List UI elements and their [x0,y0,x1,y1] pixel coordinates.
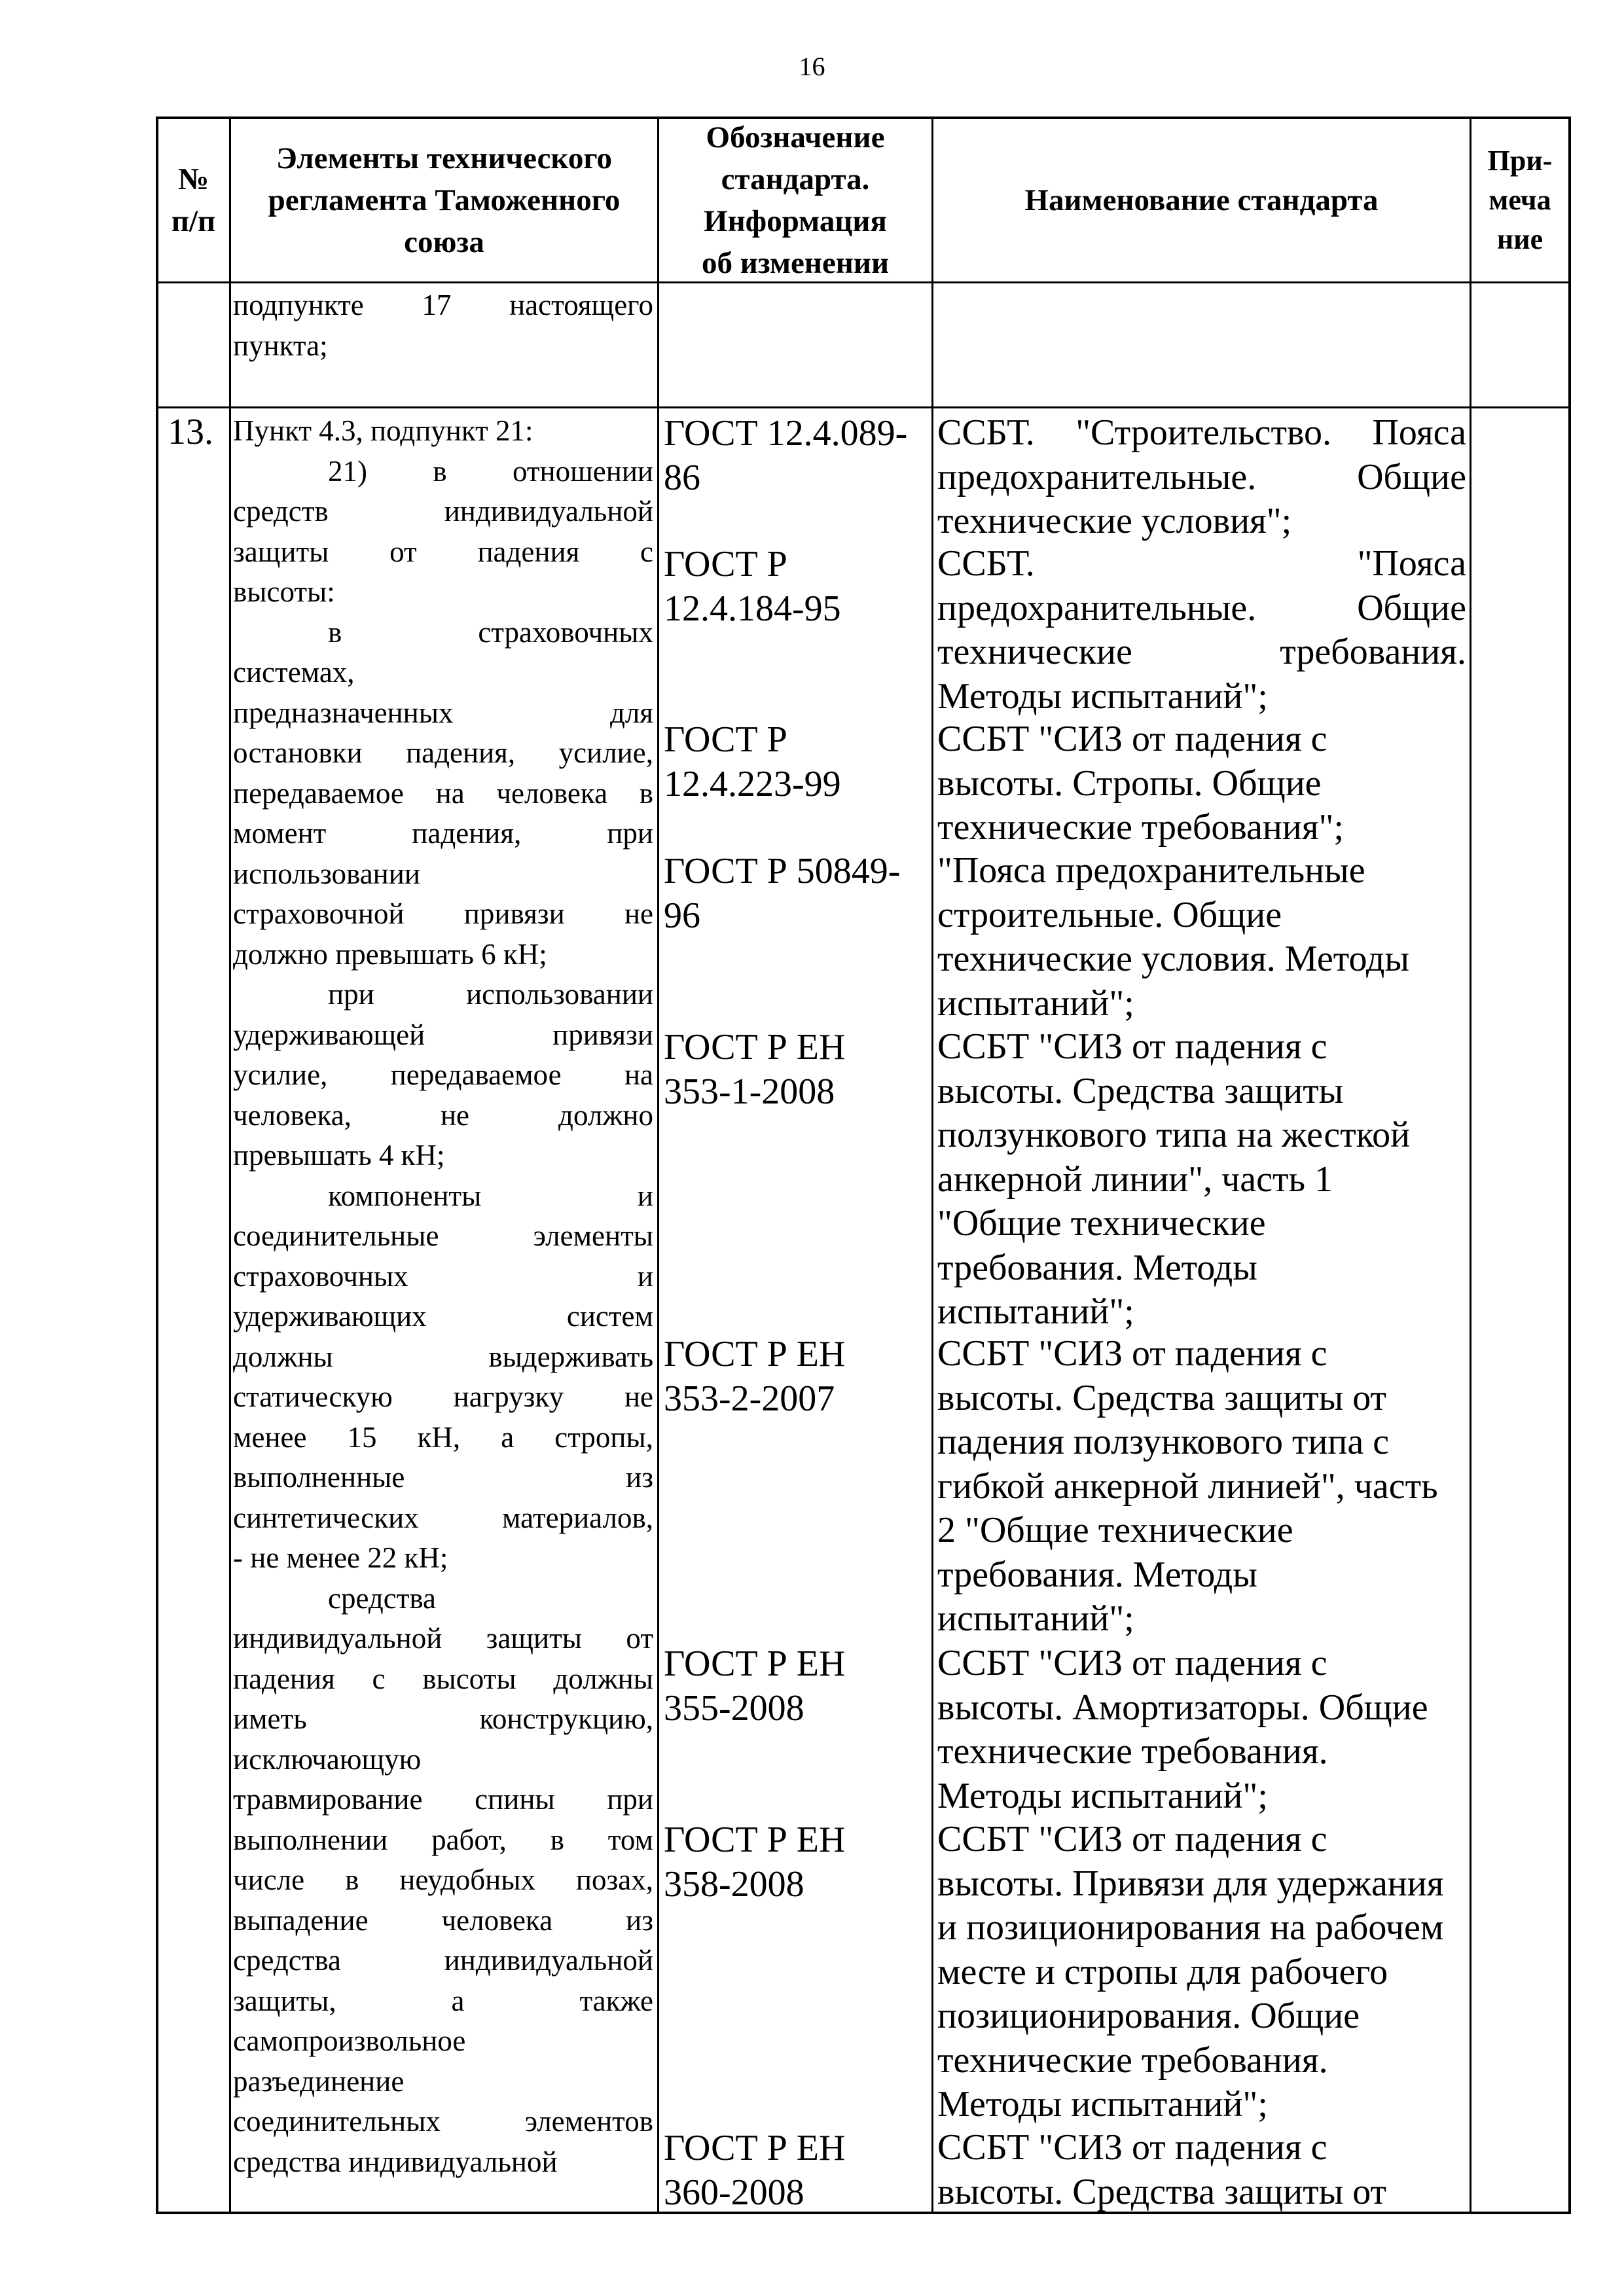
standard-name-line: ССБТ. "Строительство. Пояса [937,412,1466,453]
standard-name-line: ССБТ. "Пояса [937,543,1466,584]
standard-name-line: Методы испытаний"; [937,2084,1268,2125]
standard-name [937,1332,1466,1641]
standard-name-line: испытаний"; [937,982,1134,1024]
standard-code-line: 355-2008 [664,1688,804,1729]
standard-name-line: технические требования. [937,1731,1328,1772]
standard-name-line: "Пояса предохранительные [937,850,1365,891]
standard-name-line: предохранительные. Общие [937,456,1466,497]
text-line: подпункте 17 настоящего [233,289,653,321]
standard-name-line: высоты. Средства защиты [937,1070,1344,1111]
standard-name-line: ССБТ "СИЗ от падения с [937,1643,1327,1683]
text-line: средства индивидуальной [233,1944,653,1977]
standard-name [937,849,1466,1026]
text-line: пункта; [233,329,328,362]
standard-name-line: ССБТ "СИЗ от падения с [937,1026,1327,1067]
standard-code-line: ГОСТ Р ЕН [664,1334,846,1374]
standard-code-line: ГОСТ Р ЕН [664,2128,846,2168]
standard-code-line: ГОСТ Р [664,719,787,760]
standard-name-line: высоты. Средства защиты от [937,2171,1387,2212]
page-number: 16 [799,52,825,81]
standard-name [937,717,1466,850]
standard-name [937,1641,1466,1818]
row-divider [156,406,1571,408]
header-col-designation: Обозначение стандарта. Информация об изменении [701,120,890,280]
text-line: синтетических материалов, [233,1501,653,1534]
text-line: защиты, а также [233,1984,653,2017]
column-divider [931,117,933,2214]
standard-name-line: требования. Методы [937,1247,1257,1288]
standard-code-line: 353-1-2008 [664,1071,835,1112]
text-line: удерживающих систем [233,1300,653,1333]
standard-code-line: ГОСТ Р 50849- [664,851,901,891]
standard-name-line: испытаний"; [937,1598,1134,1639]
standard-name-line: технические требования. [937,632,1466,672]
standard-name-line: ползункового типа на жесткой [937,1115,1411,1155]
standard-code [664,717,841,806]
text-line: соединительные элементы [233,1219,653,1252]
text-line: при использовании [328,978,653,1011]
standard-name-line: высоты. Средства защиты от [937,1377,1387,1418]
text-line: должно превышать 6 кН; [233,937,547,971]
header-col-note: При- меча ние [1487,145,1553,255]
standard-name-line: Методы испытаний"; [937,1775,1268,1816]
text-line: использовании [233,857,420,890]
text-line: остановки падения, усилие, [233,736,653,769]
standard-code-line: 86 [664,457,700,498]
standard-name-line: ССБТ "СИЗ от падения с [937,2127,1327,2168]
text-line: числе в неудобных позах, [233,1863,653,1896]
text-line: момент падения, при [233,817,653,850]
text-line: компоненты и [328,1179,653,1212]
text-line: страховочной привязи не [233,897,653,930]
standard-code [664,849,900,938]
text-line: человека, не должно [233,1098,653,1132]
standard-code-line: ГОСТ Р ЕН [664,1027,846,1067]
standard-name-line: высоты. Амортизаторы. Общие [937,1687,1428,1728]
standard-code-line: 353-2-2007 [664,1378,835,1419]
standard-code [664,2126,845,2215]
standard-name-line: технические требования"; [937,807,1344,848]
standard-name-line: анкерной линии", часть 1 [937,1158,1333,1200]
text-line: удерживающей привязи [233,1018,653,1051]
text-line: выполненные из [233,1461,653,1494]
text-line: менее 15 кН, а стропы, [233,1420,653,1454]
standard-name-line: высоты. Стропы. Общие [937,762,1322,804]
standard-name-line: испытаний"; [937,1291,1134,1332]
row13-elements-cell [233,411,653,2182]
text-line: статическую нагрузку не [233,1380,653,1413]
text-line: усилие, передаваемое на [233,1058,653,1091]
text-line: должны выдерживать [233,1340,653,1373]
standard-name-line: технические условия"; [937,501,1292,541]
standard-code [664,1332,845,1421]
standard-code-line: ГОСТ Р [664,544,787,584]
standard-code-line: 358-2008 [664,1864,804,1905]
text-line: - не менее 22 кН; [233,1541,448,1574]
standard-name-line: месте и стропы для рабочего [937,1951,1388,1992]
header-col-number: № п/п [171,162,216,238]
standard-name-line: ССБТ "СИЗ от падения с [937,719,1327,759]
text-line: иметь конструкцию, [233,1702,653,1735]
standard-name-line: гибкой анкерной линией", часть [937,1465,1438,1507]
text-line: средства индивидуальной [233,2145,558,2178]
standard-code-line: ГОСТ 12.4.089- [664,413,908,454]
standard-name-line: предохранительные. Общие [937,587,1466,628]
standard-code [664,411,907,500]
standard-name-line: технические требования. [937,2039,1328,2081]
row-number: 13. [168,412,213,452]
text-line: высоты: [233,575,335,608]
text-line: передаваемое на человека в [233,776,653,810]
text-line: превышать 4 кН; [233,1139,445,1172]
standard-code-line: 96 [664,895,700,936]
standard-code-line: 12.4.184-95 [664,588,841,629]
text-line: выпадение человека из [233,1903,653,1937]
standard-name-line: ССБТ "СИЗ от падения с [937,1819,1327,1859]
text-line: падения с высоты должны [233,1662,653,1695]
standard-name-line: падения ползункового типа с [937,1422,1390,1462]
standard-name [937,2126,1466,2214]
continuation-elements-cell [233,285,653,366]
text-line: самопроизвольное [233,2024,466,2057]
standard-name-line: технические условия. Методы [937,939,1409,979]
standard-name-line: ССБТ "СИЗ от падения с [937,1333,1327,1374]
standard-code-line: ГОСТ Р ЕН [664,1820,846,1860]
standard-name-line: 2 "Общие технические [937,1510,1293,1551]
standard-name [937,542,1466,719]
standard-code [664,1025,845,1114]
standard-code-line: 360-2008 [664,2172,804,2213]
text-line: соединительных элементов [233,2105,653,2138]
text-line: 21) в отношении [328,454,653,488]
text-line: исключающую [233,1742,422,1776]
standard-name-line: и позиционирования на рабочем [937,1907,1444,1948]
standard-name-line: "Общие технические [937,1203,1266,1244]
column-divider [657,117,659,2214]
standard-code [664,542,841,631]
standard-code [664,1818,845,1907]
standard-name-line: высоты. Привязи для удержания [937,1863,1444,1904]
text-line: средства [328,1581,437,1615]
column-divider [1470,117,1471,2214]
text-line: в страховочных [328,615,653,649]
standard-name-line: требования. Методы [937,1554,1257,1595]
standard-name-line: позиционирования. Общие [937,1996,1360,2036]
header-col-name: Наименование стандарта [1024,183,1379,217]
text-line: предназначенных для [233,696,653,729]
standard-name [937,1818,1466,2127]
column-divider [229,117,231,2214]
standard-name-line: Методы испытаний"; [937,675,1268,717]
text-line: выполнении работ, в том [233,1823,653,1856]
standard-name [937,1025,1466,1335]
standard-code [664,1641,845,1731]
text-line: средств индивидуальной [233,495,653,528]
text-line: травмирование спины при [233,1783,653,1816]
text-line: индивидуальной защиты от [233,1622,653,1655]
standard-code-line: ГОСТ Р ЕН [664,1643,846,1684]
text-line: системах, [233,656,355,689]
standard-code-line: 12.4.223-99 [664,764,841,804]
text-line: Пункт 4.3, подпункт 21: [233,414,533,447]
standard-name-line: строительные. Общие [937,894,1282,935]
header-col-elements: Элементы технического регламента Таможенного союза [268,141,621,259]
text-line: страховочных и [233,1259,653,1293]
text-line: защиты от падения с [233,535,653,568]
standard-name [937,411,1466,544]
text-line: разъединение [233,2064,405,2098]
